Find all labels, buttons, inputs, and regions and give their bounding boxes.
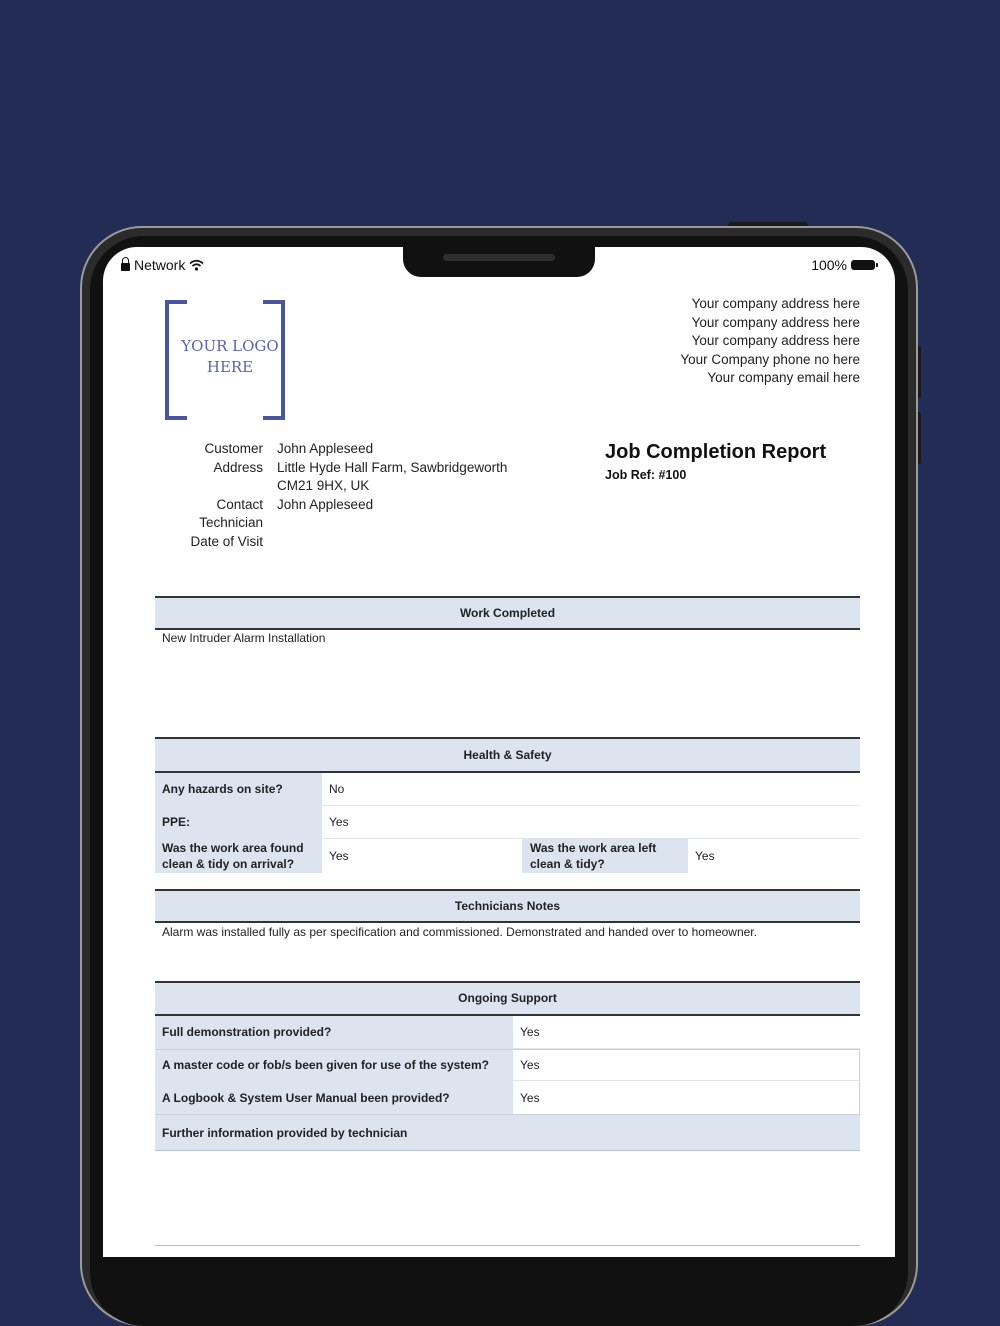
company-details [680,295,860,388]
table-row [155,1049,860,1081]
table-row [155,1115,860,1151]
company-logo-placeholder [165,300,285,418]
logbook-label: A Logbook & System User Manual been provided? [155,1081,513,1114]
date-of-visit-label: Date of Visit [190,533,263,549]
camera-notch [403,247,595,277]
job-ref: Job Ref: #100 [605,468,687,482]
ppe-label: PPE: [155,806,322,838]
health-safety-heading: Health & Safety [155,737,860,773]
left-clean-label: Was the work area left clean & tidy? [523,839,688,873]
company-phone: Your Company phone no here [680,351,860,367]
left-clean-value: Yes [695,849,715,863]
technician-value [277,514,527,533]
further-info-label: Further information provided by technician [155,1115,860,1150]
company-address-line: Your company address here [691,296,860,311]
company-address-line: Your company address here [691,333,860,348]
status-bar-left [121,257,204,273]
lock-icon [121,263,130,271]
ongoing-support-heading: Ongoing Support [155,981,860,1016]
table-row [155,773,860,806]
divider [155,1245,860,1246]
contact-value: John Appleseed [277,496,374,512]
demonstration-label: Full demonstration provided? [155,1016,513,1048]
arrival-clean-value: Yes [322,839,523,873]
technician-notes-heading: Technicians Notes [155,889,860,923]
master-code-label: A master code or fob/s been given for use of the system? [155,1050,513,1080]
report-title: Job Completion Report [605,441,827,463]
hazards-value: No [329,782,345,796]
status-bar-right [811,257,875,273]
hazards-label: Any hazards on site? [155,773,322,805]
logo-text: YOUR LOGO HERE [181,337,279,376]
speaker-grille [443,254,555,261]
work-completed-heading: Work Completed [155,596,860,630]
battery-percent: 100% [811,257,847,273]
table-row [155,1016,860,1049]
arrival-clean-label: Was the work area found clean & tidy on arrival? [155,839,322,873]
company-email: Your company email here [707,370,860,385]
battery-icon [851,260,875,270]
demonstration-value: Yes [520,1025,540,1039]
table-row [155,806,860,839]
master-code-value: Yes [520,1058,540,1072]
address-value: Little Hyde Hall Farm, Sawbridgeworth CM21 9HX, UK [277,459,508,493]
technician-label: Technician [199,515,263,530]
customer-label: Customer [204,441,263,456]
date-of-visit-value [277,533,527,552]
customer-info [163,440,527,551]
address-label: Address [213,459,263,475]
tablet-screen [103,247,895,1257]
logbook-value: Yes [520,1090,540,1105]
ppe-value: Yes [329,815,349,829]
network-label: Network [134,257,186,273]
table-row [155,1081,860,1115]
table-row [155,839,860,873]
company-address-line: Your company address here [691,314,860,330]
wifi-icon [189,259,204,271]
contact-label: Contact [216,496,263,512]
work-completed-text: New Intruder Alarm Installation [162,631,326,645]
technician-notes-text: Alarm was installed fully as per specification and commissioned. Demonstrated and handed over to homeowner. [162,925,757,939]
customer-value: John Appleseed [277,441,374,456]
